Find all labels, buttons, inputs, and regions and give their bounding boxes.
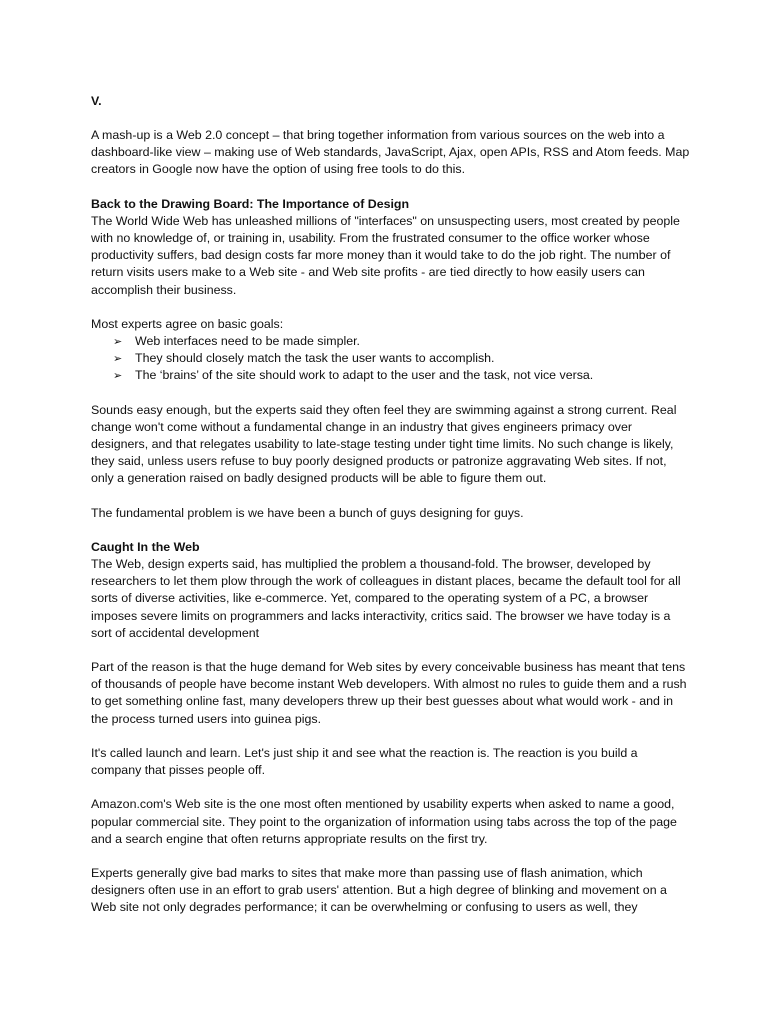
list-item (113, 350, 691, 367)
paragraph: The Web, design experts said, has multiplied the problem a thousand-fold. The browser, developed by researchers to let them plow through the work of colleagues in distant places, became the default tool for all sorts of diverse activities, like e-commerce. Yet, compared to the operating system of a PC, a browser imposes severe limits on programmers and lacks interactivity, critics said. The browser we have today is a sort of accidental development (91, 557, 681, 640)
spacer (91, 779, 691, 796)
paragraph: Sounds easy enough, but the experts said they often feel they are swimming against a strong current. Real change won't come without a fundamental change in an industry that gives engineers primacy over designers, and that relegates usability to late-stage testing under tight time limits. No such change is likely, they said, unless users refuse to buy poorly designed products or patronize aggravating Web sites. If not, only a generation raised on badly designed products will be able to figure them out. (91, 402, 677, 486)
paragraph: Amazon.com's Web site is the one most often mentioned by usability experts when asked to name a good, popular commercial site. They point to the organization of information using tabs across the top of the page and a search engine that often returns appropriate results on the first try. (91, 797, 677, 846)
paragraph: The World Wide Web has unleashed millions of "interfaces" on unsuspecting users, most created by people with no knowledge of, or training in, usability. From the frustrated consumer to the office worker whose productivity suffers, bad design costs far more money than it would take to do the job right. The number of return visits users make to a Web site - and Web site profits - are tied directly to how easily users can accomplish their business. (91, 213, 680, 297)
paragraph: Experts generally give bad marks to sites that make more than passing use of flash animation, which designers often use in an effort to grab users' attention. But a high degree of blinking and movement on a Web site not only degrades performance; it can be overwhelming or confusing to users as well, they (91, 865, 667, 915)
section-heading-web: Caught In the Web (91, 539, 200, 554)
spacer (91, 385, 691, 402)
goals-intro: Most experts agree on basic goals: (91, 316, 284, 331)
spacer (91, 299, 691, 316)
document-body (91, 93, 691, 917)
arrow-bullet-icon: ➢ (113, 352, 123, 366)
paragraph: Part of the reason is that the huge demand for Web sites by every conceivable business has meant that tens of thousands of people have become instant Web developers. With almost no rules to guide them and a rush to get something online fast, many developers threw up their best guesses about what would work - and in the process turned users into guinea pigs. (91, 660, 687, 726)
list-item (113, 367, 691, 384)
section-marker: V. (91, 94, 102, 108)
spacer (91, 179, 691, 196)
list-item-text: Web interfaces need to be made simpler. (135, 334, 360, 349)
section-heading-design: Back to the Drawing Board: The Importance of Design (91, 196, 410, 211)
arrow-bullet-icon: ➢ (113, 369, 123, 383)
spacer (91, 728, 691, 745)
spacer (91, 642, 691, 659)
intro-paragraph: A mash-up is a Web 2.0 concept – that bring together information from various sources on the web into a dashboard-like view – making use of Web standards, JavaScript, Ajax, open APIs, RSS and Atom feeds. Map creators in Google now have the option of using free tools to do this. (91, 128, 690, 177)
goals-list (91, 333, 691, 385)
arrow-bullet-icon: ➢ (113, 335, 123, 349)
paragraph: It's called launch and learn. Let's just ship it and see what the reaction is. The reaction is you build a company that pisses people off. (91, 745, 638, 778)
spacer (91, 522, 691, 539)
list-item-text: They should closely match the task the user wants to accomplish. (135, 351, 495, 366)
spacer (91, 488, 691, 505)
paragraph: The fundamental problem is we have been a bunch of guys designing for guys. (91, 505, 524, 520)
spacer (91, 848, 691, 865)
list-item (113, 333, 691, 350)
list-item-text: The ‘brains’ of the site should work to adapt to the user and the task, not vice versa. (135, 368, 594, 383)
spacer (91, 110, 691, 127)
